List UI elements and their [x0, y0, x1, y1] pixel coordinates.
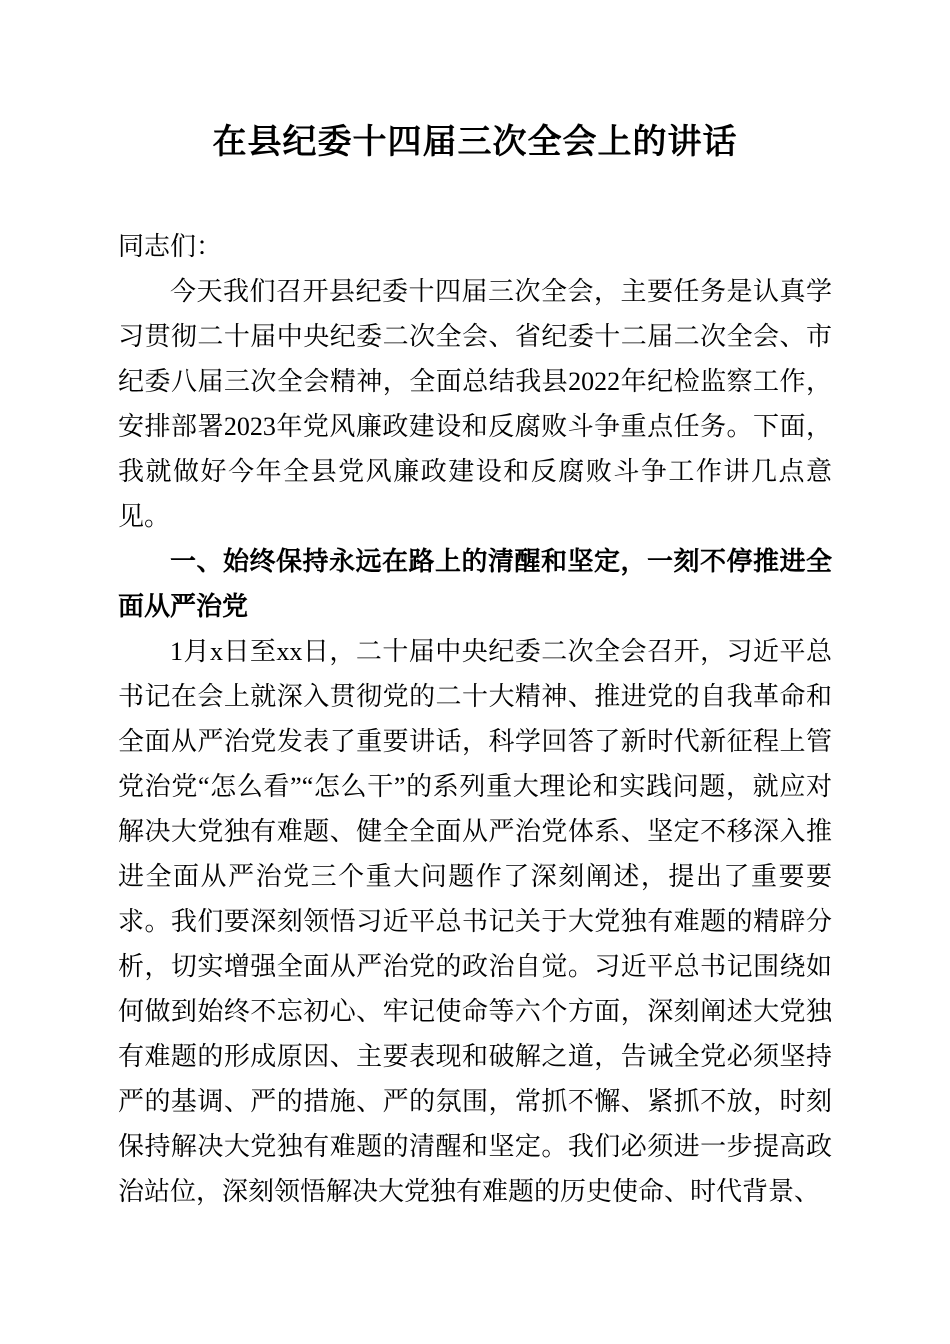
paragraph-intro: 今天我们召开县纪委十四届三次全会，主要任务是认真学习贯彻二十届中央纪委二次全会、省纪委十二届二次全会、市纪委八届三次全会精神，全面总结我县2022年纪检监察工作，安排部署2023年党风廉政建设和反腐败斗争重点任务。下面，我就做好今年全县党风廉政建设和反腐败斗争工作讲几点意见。	[118, 277, 832, 532]
section-1-heading: 一、始终保持永远在路上的清醒和坚定，一刻不停推进全面从严治党	[118, 546, 832, 622]
salutation: 同志们：	[118, 232, 223, 262]
paragraph-section-1: 1月x日至xx日，二十届中央纪委二次全会召开，习近平总书记在会上就深入贯彻党的二十大精神、推进党的自我革命和全面从严治党发表了重要讲话，科学回答了新时代新征程上管党治党“怎么看”“怎么干”的系列重大理论和实践问题，就应对解决大党独有难题、健全全面从严治党体系、坚定不移深入推进全面从严治党三个重大问题作了深刻阐述，提出了重要要求。我们要深刻领悟习近平总书记关于大党独有难题的精辟分析，切实增强全面从严治党的政治自觉。习近平总书记围绕如何做到始终不忘初心、牢记使命等六个方面，深刻阐述大党独有难题的形成原因、主要表现和破解之道，告诫全党必须坚持严的基调、严的措施、严的氛围，常抓不懈、紧抓不放，时刻保持解决大党独有难题的清醒和坚定。我们必须进一步提高政治站位，深刻领悟解决大党独有难题的历史使命、时代背景、	[118, 637, 832, 1207]
document-title: 在县纪委十四届三次全会上的讲话	[212, 122, 738, 162]
